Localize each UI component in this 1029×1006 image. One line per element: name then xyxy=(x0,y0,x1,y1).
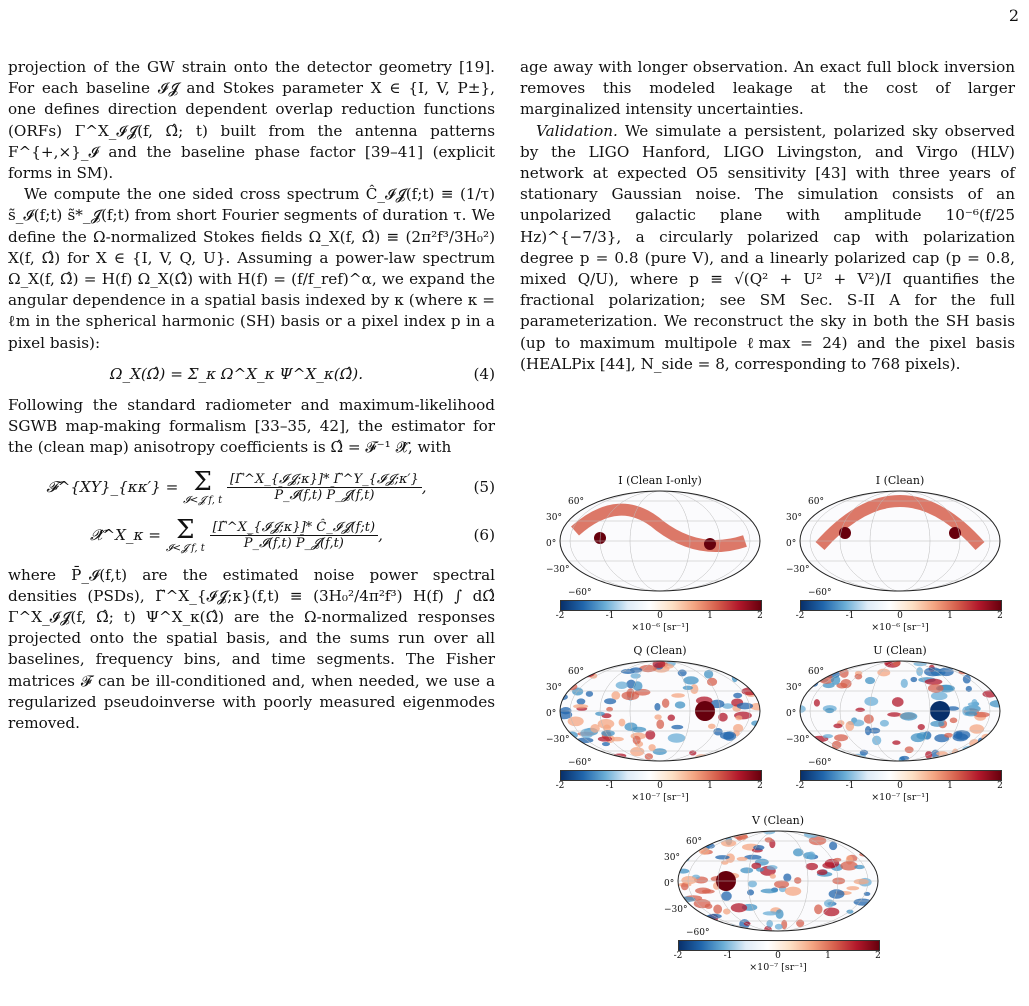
map-feature xyxy=(872,736,881,745)
map-feature xyxy=(989,732,1006,740)
map-feature xyxy=(834,734,848,741)
equation-body: 𝓕^{XY}_{κκ′} = Σ 𝓘<𝓙 f, t $\frac{\text{[Γ̃\textasciicircum{}X\_\{𝓘𝓙;κ\}]* Γ̃\textasciicircum{}Y\_\{𝓘𝓙;κ′\}}}{\text{P̄\_𝓘(f,t) P̄\_𝓙(f,t)}}$ , xyxy=(46,466,427,506)
map-feature xyxy=(699,847,710,855)
latitude-label: 60° xyxy=(686,836,702,847)
map-feature xyxy=(717,829,731,834)
tick-label: -1 xyxy=(605,611,615,621)
sky-map-panel xyxy=(546,644,770,809)
map-feature xyxy=(965,711,977,716)
figure-sky-maps xyxy=(520,470,1025,1006)
map-feature xyxy=(925,679,943,685)
map-feature xyxy=(720,732,734,740)
map-feature xyxy=(619,719,626,727)
map-feature xyxy=(854,879,869,885)
map-feature xyxy=(817,660,832,664)
map-feature xyxy=(654,714,661,719)
map-feature xyxy=(746,749,762,757)
map-feature xyxy=(679,926,685,935)
colorbar-unit: ×10⁻⁶ [sr⁻¹] xyxy=(631,622,689,633)
map-feature xyxy=(948,754,961,761)
map-feature xyxy=(598,719,615,729)
tick-label: 1 xyxy=(947,611,953,621)
map-feature xyxy=(678,669,687,676)
map-feature xyxy=(752,658,759,666)
map-feature xyxy=(969,724,984,733)
map-feature xyxy=(916,667,923,676)
map-feature xyxy=(806,863,818,870)
tick-label: 0 xyxy=(897,611,903,621)
sum-subscript: 𝓘<𝓙 f, t xyxy=(165,542,205,554)
map-feature xyxy=(841,830,851,837)
map-feature xyxy=(859,852,875,857)
map-feature xyxy=(721,891,732,901)
latitude-label: 0° xyxy=(786,539,797,550)
map-feature xyxy=(645,753,653,760)
colorbar xyxy=(800,770,1002,781)
tick-label: -1 xyxy=(723,951,733,961)
map-feature xyxy=(705,904,713,909)
map-feature xyxy=(586,691,593,697)
equation-lhs: 𝓧̂^X_κ = xyxy=(90,525,162,544)
map-feature xyxy=(761,889,778,894)
tick-label: 0 xyxy=(657,611,663,621)
map-feature xyxy=(587,661,604,671)
map-feature xyxy=(586,659,599,664)
map-feature xyxy=(783,873,791,881)
map-feature xyxy=(833,834,848,839)
map-feature xyxy=(825,708,834,713)
panel-title: Q (Clean) xyxy=(633,644,687,657)
map-feature xyxy=(757,660,763,665)
panel-title: U (Clean) xyxy=(873,644,927,657)
map-feature xyxy=(824,899,835,907)
paragraph-text: We simulate a persistent, polarized sky observed by the LIGO Hanford, LIGO Livingston, and Virgo (HLV) network at expected O5 sensitivity [43] with three years of stationary Gaussian noise. The simulation consists of an unpolarized galactic plane with amplitude 10⁻⁶(f/25 Hz)^{−7/3}, a circularly polarized cap with polarization degree p = 0.8 (pure V), and a linearly polarized cap (p = 0.8, mixed Q/U), where p ≡ √(Q² + U² + V²)/I quantifies the fractional polarization; see SM Sec. S-II A for the full parameterization. We reconstruct the sky in both the SH basis (up to maximum multipole ℓmax = 24) and the pixel basis (HEALPix [44], N_side = 8, corresponding to 768 pixels). xyxy=(520,121,1015,373)
map-feature xyxy=(823,734,833,738)
map-feature xyxy=(871,910,882,918)
map-feature xyxy=(855,674,863,680)
latitude-label: −60° xyxy=(808,757,832,768)
latitude-label: −60° xyxy=(568,587,592,598)
map-feature xyxy=(794,877,801,884)
latitude-label: −30° xyxy=(546,735,570,746)
panel-title: V (Clean) xyxy=(751,814,805,827)
equation-lhs: 𝓕^{XY}_{κκ′} = xyxy=(46,477,179,496)
map-feature xyxy=(981,734,992,741)
latitude-label: −30° xyxy=(664,905,688,916)
map-feature xyxy=(577,698,586,704)
summation: Σ 𝓘<𝓙 f, t xyxy=(183,466,223,506)
map-feature xyxy=(740,867,753,873)
map-feature xyxy=(968,702,979,706)
tick-label: -2 xyxy=(673,951,683,961)
map-feature xyxy=(931,692,948,700)
map-feature xyxy=(817,869,828,875)
map-feature xyxy=(956,731,962,739)
map-feature xyxy=(735,715,742,720)
tick-label: 0 xyxy=(897,781,903,791)
map-feature xyxy=(858,909,873,915)
map-feature xyxy=(829,889,845,898)
colorbar-unit: ×10⁻⁷ [sr⁻¹] xyxy=(749,962,807,973)
tick-label: 1 xyxy=(707,781,713,791)
latitude-label: 0° xyxy=(546,709,557,720)
map-feature xyxy=(633,681,643,691)
latitude-label: 30° xyxy=(546,513,562,524)
tick-label: -1 xyxy=(605,781,615,791)
map-feature xyxy=(654,703,660,711)
map-feature xyxy=(723,908,731,914)
map-feature xyxy=(880,720,889,727)
latitude-label: −60° xyxy=(568,757,592,768)
map-feature xyxy=(951,659,966,665)
map-feature xyxy=(744,668,754,672)
tick-label: 1 xyxy=(947,781,953,791)
equation-number: (6) xyxy=(473,526,495,545)
map-feature xyxy=(668,733,686,742)
tick-label: 2 xyxy=(997,781,1003,791)
map-feature xyxy=(796,919,804,927)
map-feature xyxy=(865,677,875,684)
map-feature xyxy=(892,740,900,744)
tick-label: -1 xyxy=(845,781,855,791)
numerator: [Γ̃^X_{𝓘𝓙;κ}]* Ĉ_𝓘𝓙(f;t) xyxy=(210,520,378,536)
paragraph-heading: Validation. xyxy=(536,121,618,140)
latitude-label: 0° xyxy=(664,879,675,890)
tick-label: 2 xyxy=(757,611,763,621)
fraction xyxy=(210,520,378,551)
tick-label: 1 xyxy=(707,611,713,621)
map-feature xyxy=(678,848,694,852)
colorbar xyxy=(560,600,762,611)
paragraph: Following the standard radiometer and maximum-likelihood SGWB map-making formalism [33–35, 42], the estimator for the (clean map) anisotropy coefficients is Ω̂ = 𝓕⁻¹ 𝓧̂, with xyxy=(8,396,495,457)
map-feature xyxy=(671,693,685,698)
map-feature xyxy=(978,659,994,669)
latitude-label: −60° xyxy=(808,587,832,598)
sky-map-panel xyxy=(786,474,1010,639)
tick-label: 0 xyxy=(775,951,781,961)
map-feature xyxy=(924,667,942,676)
map-feature xyxy=(785,887,801,896)
map-feature xyxy=(656,720,664,729)
map-feature xyxy=(753,683,760,692)
latitude-label: 30° xyxy=(664,853,680,864)
map-feature xyxy=(633,736,641,745)
summation: Σ 𝓘<𝓙 f, t xyxy=(165,514,205,554)
map-feature xyxy=(831,675,840,685)
map-feature xyxy=(708,724,716,729)
latitude-label: 0° xyxy=(546,539,557,550)
map-feature xyxy=(611,657,622,665)
denominator: P̄_𝓘(f,t) P̄_𝓙(f,t) xyxy=(274,488,375,504)
map-feature xyxy=(987,667,999,676)
map-feature xyxy=(845,721,854,731)
map-feature xyxy=(756,868,764,872)
map-feature xyxy=(616,682,628,689)
map-feature xyxy=(828,664,845,669)
equation-4 xyxy=(8,364,495,385)
map-feature xyxy=(988,658,999,665)
map-feature xyxy=(872,850,883,857)
left-column xyxy=(8,57,495,734)
map-feature xyxy=(823,907,839,916)
paragraph xyxy=(520,121,1015,375)
map-feature xyxy=(814,904,822,914)
map-feature xyxy=(695,888,711,894)
panel-title: I (Clean) xyxy=(875,474,925,487)
map-feature xyxy=(721,840,736,847)
tick-label: -2 xyxy=(795,781,805,791)
map-feature xyxy=(900,712,917,720)
latitude-label: 30° xyxy=(546,683,562,694)
map-feature xyxy=(733,693,742,698)
map-feature xyxy=(681,876,697,884)
map-feature xyxy=(869,728,880,734)
latitude-label: 60° xyxy=(808,496,824,507)
map-feature xyxy=(668,715,675,721)
map-feature xyxy=(715,855,730,859)
tick-label: 2 xyxy=(757,781,763,791)
sky-map-panel xyxy=(546,474,770,639)
map-feature xyxy=(905,746,914,753)
colorbar-unit: ×10⁻⁷ [sr⁻¹] xyxy=(631,792,689,803)
sum-subscript: 𝓘<𝓙 f, t xyxy=(183,494,223,506)
map-feature xyxy=(671,725,683,730)
map-feature xyxy=(744,739,755,744)
latitude-label: −60° xyxy=(686,927,710,938)
latitude-label: 60° xyxy=(568,496,584,507)
map-feature xyxy=(817,658,825,667)
tick-label: 2 xyxy=(875,951,881,961)
map-feature xyxy=(910,677,917,682)
map-feature xyxy=(648,744,655,751)
map-feature xyxy=(677,869,689,874)
map-feature xyxy=(928,684,944,693)
right-column xyxy=(520,57,1015,375)
map-feature xyxy=(823,925,835,934)
paragraph: where P̄_𝓘(f,t) are the estimated noise power spectral densities (PSDs), Γ̃^X_{𝓘𝓙;κ}(f,t) ≡ (3H₀²/4π²f³) H(f) ∫ dΩ̂ Γ^X_𝓘𝓙(f, Ω̂; t) Ψ^X_κ(Ω̂) are the Ω-normalized responses projected onto the spatial basis, and the sums run over all baselines, frequency bins, and time segments. The Fisher matrices 𝓕 can be ill-conditioned and, when needed, we use a regularized pseudoinverse with poorly measured eigenmodes removed. xyxy=(8,565,495,733)
map-feature xyxy=(683,676,698,684)
map-feature xyxy=(807,852,815,860)
panel-title: I (Clean I-only) xyxy=(618,474,702,487)
map-feature xyxy=(855,924,869,929)
denominator: P̄_𝓘(f,t) P̄_𝓙(f,t) xyxy=(243,536,344,552)
tick-label: 1 xyxy=(825,951,831,961)
equation-6 xyxy=(8,514,495,555)
map-feature xyxy=(833,724,842,729)
tick-label: -2 xyxy=(555,611,565,621)
map-feature xyxy=(983,673,993,678)
latitude-label: 30° xyxy=(786,513,802,524)
colorbar-unit: ×10⁻⁷ [sr⁻¹] xyxy=(871,792,929,803)
latitude-label: 60° xyxy=(568,666,584,677)
map-feature xyxy=(855,708,865,712)
tick-label: 2 xyxy=(997,611,1003,621)
map-feature xyxy=(892,697,904,707)
equation-body: Ω_X(Ω̂) = Σ_κ Ω^X_κ Ψ^X_κ(Ω̂). xyxy=(109,364,364,383)
map-feature xyxy=(900,756,909,761)
map-feature xyxy=(645,730,655,740)
map-feature xyxy=(697,660,706,665)
paragraph: age away with longer observation. An exact full block inversion removes this modeled leakage at the cost of larger marginalized intensity uncertainties. xyxy=(520,58,1015,119)
colorbar-unit: ×10⁻⁶ [sr⁻¹] xyxy=(871,622,929,633)
latitude-label: 60° xyxy=(808,666,824,677)
sky-map-panel xyxy=(786,644,1010,809)
equation-5 xyxy=(8,466,495,507)
map-feature xyxy=(568,716,584,726)
map-feature xyxy=(558,670,568,677)
map-feature xyxy=(770,874,776,879)
map-feature xyxy=(864,714,874,723)
sky-map-panel xyxy=(664,814,888,979)
map-feature xyxy=(846,886,859,890)
map-feature xyxy=(846,910,853,914)
latitude-label: 30° xyxy=(786,683,802,694)
map-feature xyxy=(747,889,754,895)
map-feature xyxy=(573,704,588,708)
map-feature xyxy=(976,669,991,677)
map-feature xyxy=(611,691,620,699)
equation-body: 𝓧̂^X_κ = Σ 𝓘<𝓙 f, t $\frac{\text{[Γ̃\textasciicircum{}X\_\{𝓘𝓙;κ\}]* Ĉ\_𝓘𝓙(f;t)}}{\text{P̄\_𝓘(f,t) P̄\_𝓙(f,t)}}$ , xyxy=(90,514,383,554)
latitude-label: −30° xyxy=(786,565,810,576)
equation-number: (4) xyxy=(473,364,495,383)
map-feature xyxy=(745,738,762,743)
map-feature xyxy=(713,905,722,914)
paragraph: projection of the GW strain onto the detector geometry [19]. For each baseline 𝓘𝓙 and Stokes parameter X ∈ {I, V, P±}, one defines direction dependent overlap reduction functions (ORFs) Γ^X_𝓘𝓙(f, Ω̂; t) built from the antenna patterns F^{+,×}_𝓘 and the baseline phase factor [39–41] (explicit forms in SM). xyxy=(8,58,495,183)
map-feature xyxy=(854,865,865,869)
map-feature xyxy=(763,911,778,915)
map-feature xyxy=(683,686,693,690)
latitude-label: −30° xyxy=(546,565,570,576)
map-feature xyxy=(767,865,778,870)
map-feature xyxy=(840,861,857,870)
colorbar xyxy=(800,600,1002,611)
map-feature xyxy=(916,732,930,739)
equation-number: (5) xyxy=(473,478,495,497)
map-feature xyxy=(765,837,773,842)
paragraph: We compute the one sided cross spectrum Ĉ_𝓘𝓙(f;t) ≡ (1/τ) s̃_𝓘(f;t) s̃*_𝓙(f;t) from short Fourier segments of duration τ. We define the Ω-normalized Stokes fields Ω_X(f, Ω̂) ≡ (2π²f³/3H₀²) X(f, Ω̂) for X ∈ {I, V, Q, U}. Assuming a power-law spectrum Ω_X(f, Ω̂) = H(f) Ω_X(Ω̂) with H(f) = (f/f_ref)^α, we expand the angular dependence in a spatial basis indexed by κ (where κ = ℓm in the spherical harmonic (SH) basis or a pixel index p in a pixel basis): xyxy=(8,185,495,352)
map-feature xyxy=(775,924,783,930)
tick-label: -2 xyxy=(555,781,565,791)
colorbar xyxy=(560,770,762,781)
map-feature xyxy=(814,699,820,706)
map-feature xyxy=(980,674,988,681)
map-feature xyxy=(714,757,721,764)
latitude-label: 0° xyxy=(786,709,797,720)
latitude-label: −30° xyxy=(786,735,810,746)
fraction xyxy=(227,472,422,503)
map-feature xyxy=(950,718,958,724)
map-feature xyxy=(675,701,686,708)
map-feature xyxy=(918,724,925,730)
map-feature xyxy=(590,724,600,733)
map-feature xyxy=(737,703,753,710)
colorbar xyxy=(678,940,880,951)
map-feature xyxy=(662,698,669,707)
numerator: [Γ̃^X_{𝓘𝓙;κ}]* Γ̃^Y_{𝓘𝓙;κ′} xyxy=(227,472,422,488)
tick-label: -1 xyxy=(845,611,855,621)
page-number: 2 xyxy=(1008,6,1019,25)
map-feature xyxy=(707,678,717,686)
tick-label: -2 xyxy=(795,611,805,621)
map-feature xyxy=(842,836,848,842)
map-feature xyxy=(731,903,747,912)
map-feature xyxy=(864,697,878,706)
map-feature xyxy=(748,880,757,887)
map-feature xyxy=(793,848,804,856)
map-feature xyxy=(901,679,908,688)
map-feature xyxy=(737,857,748,861)
map-feature xyxy=(630,673,640,679)
tick-label: 0 xyxy=(657,781,663,791)
hotspot xyxy=(704,538,716,550)
map-feature xyxy=(930,721,944,727)
